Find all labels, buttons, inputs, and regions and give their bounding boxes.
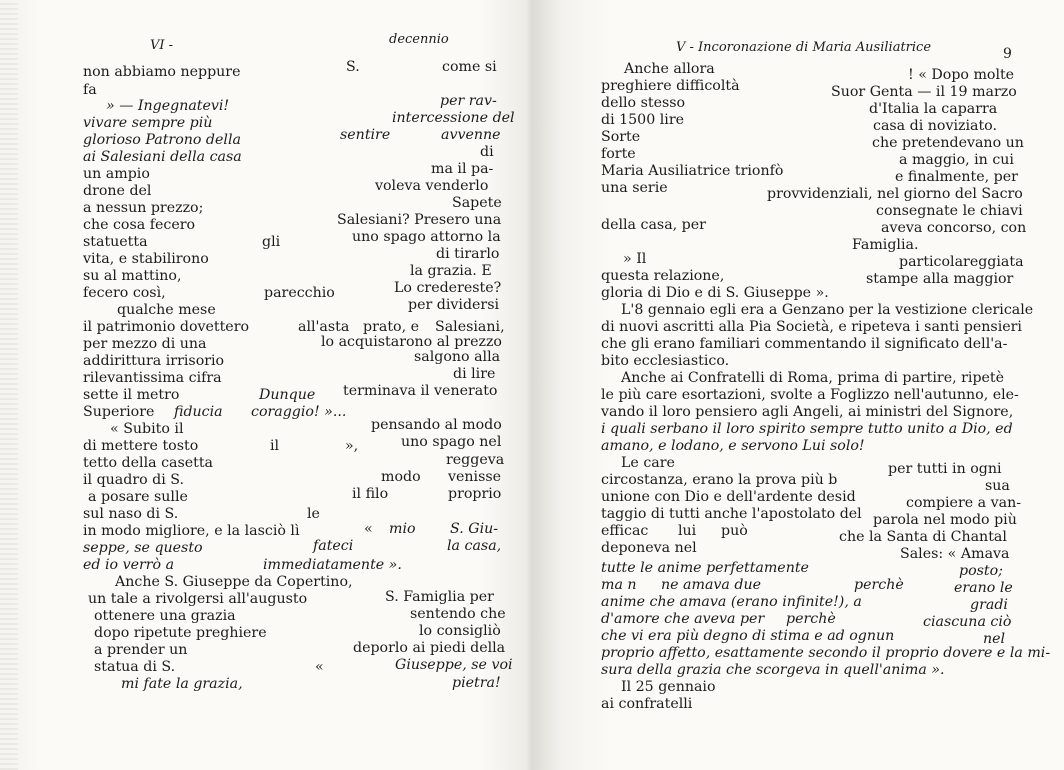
text-line: vivare sempre più <box>83 115 213 131</box>
text-line: venisse <box>448 469 502 485</box>
text-line: ciascuna ciò <box>923 614 1012 630</box>
text-line: compiere a van- <box>906 495 1022 511</box>
text-line: dello stesso <box>601 95 686 111</box>
text-line: il <box>270 438 280 454</box>
text-line: a posare sulle <box>88 489 188 505</box>
text-line: ai Salesiani della casa <box>83 149 242 165</box>
text-line: anime che amava (erano infinite!), a <box>601 594 862 610</box>
text-line: glorioso Patrono della <box>83 132 241 148</box>
text-line: la grazia. E <box>410 263 492 279</box>
text-line: provvidenziali, nel giorno del Sacro <box>767 186 1023 202</box>
text-line: un tale a rivolgersi all'augusto <box>88 591 308 607</box>
text-line: perchè <box>786 611 836 627</box>
text-line: bito ecclesiastico. <box>601 353 730 369</box>
text-line: che la Santa di Chantal <box>839 529 1007 545</box>
text-line: immediatamente ». <box>263 557 402 573</box>
text-line: », <box>345 438 359 454</box>
text-line: d'Italia la caparra <box>869 101 998 117</box>
page-edge <box>0 0 18 770</box>
text-line: fiducia <box>174 404 223 420</box>
text-line: può <box>721 523 748 539</box>
text-line: sul naso di S. <box>83 506 179 522</box>
text-line: gloria di Dio e di S. Giuseppe ». <box>601 285 829 301</box>
text-line: modo <box>381 469 421 485</box>
text-line: Dunque <box>259 387 316 403</box>
text-line: fateci <box>313 538 354 554</box>
text-line: L'8 gennaio egli era a Genzano per la vestizione clericale <box>621 302 1034 318</box>
text-line: coraggio! »... <box>251 404 347 420</box>
text-line: rilevantissima cifra <box>83 370 222 386</box>
text-line: taggio di tutti anche l'apostolato del <box>601 506 862 522</box>
text-line: ! « Dopo molte <box>908 67 1015 83</box>
text-line: pietra! <box>452 675 501 691</box>
text-line: unione con Dio e dell'ardente desid <box>601 489 856 505</box>
text-line: una serie <box>601 180 668 196</box>
text-line: amano, e lodano, e servono Lui solo! <box>601 438 865 454</box>
text-line: Il 25 gennaio <box>621 679 716 695</box>
text-line: Salesiani, <box>435 319 505 335</box>
text-line: lo acquistarono al prezzo <box>321 334 502 350</box>
text-line: drone del <box>83 183 152 199</box>
text-line: di lire <box>453 366 496 382</box>
text-line: ed io verrò a <box>83 557 175 573</box>
text-line: non abbiamo neppure <box>83 64 241 80</box>
text-line: di 1500 lire <box>601 112 684 128</box>
text-line: ma n <box>601 577 637 593</box>
text-line: Sales: « Amava <box>900 546 1010 562</box>
text-line: S. <box>346 59 360 75</box>
text-line: terminava il venerato <box>343 383 498 399</box>
text-line: erano le <box>954 580 1013 596</box>
text-line: fa <box>83 82 97 98</box>
text-line: salgono alla <box>414 349 501 365</box>
text-line: consegnate le chiavi <box>876 203 1023 219</box>
text-line: fecero così, <box>83 285 166 301</box>
text-line: avvenne <box>441 127 501 143</box>
right-header-title: V - Incoronazione di Maria Ausiliatrice <box>676 40 932 55</box>
text-line: mi fate la grazia, <box>121 676 243 692</box>
text-line: nel <box>983 631 1006 647</box>
text-line: della casa, per <box>601 217 706 233</box>
text-line: a prender un <box>94 642 188 658</box>
text-line: statua di S. <box>94 659 176 675</box>
text-line: particolareggiata <box>899 254 1024 270</box>
text-line: sette il metro <box>83 387 180 403</box>
text-line: stampe alla maggior <box>866 271 1014 287</box>
text-line: la casa, <box>447 538 502 554</box>
text-line: che vi era più degno di stima e ad ognun <box>601 628 895 644</box>
text-line: Sorte <box>601 129 641 145</box>
left-header-title: decennio <box>389 32 449 47</box>
text-line: parola nel modo più <box>873 512 1017 528</box>
text-line: prato, e <box>363 319 419 335</box>
text-line: aveva concorso, con <box>881 220 1027 236</box>
text-line: » Il <box>623 251 647 267</box>
text-line: Famiglia. <box>852 237 919 253</box>
text-line: Maria Ausiliatrice trionfò <box>601 163 784 179</box>
page-number: 9 <box>1003 46 1012 62</box>
text-line: in modo migliore, e la lasciò lì <box>83 523 300 539</box>
text-line: per mezzo di una <box>83 336 207 352</box>
text-line: proprio affetto, esattamente secondo il proprio dovere e la mi- <box>601 645 1051 661</box>
text-line: qualche mese <box>117 302 216 318</box>
text-line: S. Famiglia per <box>385 589 494 605</box>
text-line: Superiore <box>83 404 155 420</box>
text-line: per dividersi <box>408 297 500 313</box>
text-line: che cosa fecero <box>83 217 196 233</box>
text-line: vita, e stabilirono <box>83 251 209 267</box>
text-line: il patrimonio dovettero <box>83 319 250 335</box>
text-line: seppe, se questo <box>83 540 203 556</box>
text-line: tutte le anime perfettamente <box>601 560 809 576</box>
text-line: d'amore che aveva per <box>601 611 765 627</box>
text-line: uno spago nel <box>401 434 502 450</box>
text-line: per tutti in ogni <box>888 461 1002 477</box>
text-line: parecchio <box>264 285 335 301</box>
text-line: Anche ai Confratelli di Roma, prima di partire, ripetè <box>621 370 1005 386</box>
text-line: » — Ingegnatevi! <box>106 98 230 114</box>
text-line: di <box>480 144 494 160</box>
text-line: reggeva <box>446 452 505 468</box>
text-line: lo consigliò <box>419 623 501 639</box>
text-line: forte <box>601 146 636 162</box>
left-header-section: VI - <box>150 38 174 53</box>
text-line: il filo <box>352 486 389 502</box>
text-line: e finalmente, per <box>895 169 1018 185</box>
text-line: i quali serbano il loro spirito sempre tutto unito a Dio, ed <box>601 421 1013 437</box>
text-line: il quadro di S. <box>83 472 185 488</box>
text-line: uno spago attorno la <box>352 229 501 245</box>
text-line: a nessun prezzo; <box>83 200 204 216</box>
text-line: Sapete <box>452 195 502 211</box>
text-line: a maggio, in cui <box>899 152 1014 168</box>
text-line: che gli erano familiari commentando il significato dell'a- <box>601 336 1008 352</box>
text-line: sentire <box>340 127 391 143</box>
text-line: Suor Genta — il 19 marzo <box>831 84 1017 100</box>
text-line: posto; <box>959 563 1003 579</box>
text-line: intercessione del <box>392 110 515 126</box>
text-line: ma il pa- <box>431 161 494 177</box>
text-line: casa di noviziato. <box>873 118 997 134</box>
text-line: deporlo ai piedi della <box>353 640 506 656</box>
text-line: deponeva nel <box>601 540 697 556</box>
text-line: lui <box>678 523 697 539</box>
text-line: le <box>307 506 320 522</box>
text-line: ne amava due <box>661 577 762 593</box>
text-line: Giuseppe, se voi <box>395 657 513 673</box>
text-line: gradi <box>970 597 1008 613</box>
text-line: Salesiani? Presero una <box>337 212 502 228</box>
text-line: gli <box>262 234 281 250</box>
text-line: dopo ripetute preghiere <box>94 625 267 641</box>
text-line: mio <box>389 521 416 537</box>
text-line: di tirarlo <box>436 246 500 262</box>
text-line: che pretendevano un <box>872 135 1024 151</box>
text-line: le più care esortazioni, svolte a Foglizzo nell'autunno, ele- <box>601 387 1019 403</box>
text-line: « <box>364 521 373 537</box>
text-line: come si <box>442 59 497 75</box>
text-line: Anche allora <box>624 61 715 77</box>
text-line: ai confratelli <box>601 696 693 712</box>
text-line: ottenere una grazia <box>94 608 236 624</box>
text-line: per rav- <box>440 93 497 109</box>
right-page <box>532 0 1064 770</box>
text-line: « <box>315 659 324 675</box>
text-line: addirittura irrisorio <box>83 353 225 369</box>
text-line: S. Giu- <box>450 521 499 537</box>
text-line: sua <box>985 478 1010 494</box>
text-line: circostanza, erano la prova più b <box>601 472 838 488</box>
text-line: tetto della casetta <box>83 455 214 471</box>
text-line: « Subito il <box>110 421 184 437</box>
text-line: di mettere tosto <box>83 438 199 454</box>
text-line: efficac <box>601 523 649 539</box>
text-line: statuetta <box>83 234 148 250</box>
text-line: questa relazione, <box>601 268 725 284</box>
text-line: sentendo che <box>410 606 506 622</box>
text-line: un ampio <box>83 166 150 182</box>
text-line: Lo credereste? <box>394 280 502 296</box>
text-line: proprio <box>448 486 502 502</box>
text-line: Anche S. Giuseppe da Copertino, <box>115 574 353 590</box>
text-line: voleva venderlo <box>375 178 489 194</box>
text-line: di nuovi ascritti alla Pia Società, e ripeteva i santi pensieri <box>601 319 1022 335</box>
text-line: vando il loro pensiero agli Angeli, ai ministri del Signore, <box>601 404 1014 420</box>
text-line: all'asta <box>298 319 350 335</box>
text-line: preghiere difficoltà <box>601 78 740 94</box>
text-line: su al mattino, <box>83 268 182 284</box>
text-line: pensando al modo <box>371 417 502 433</box>
text-line: sura della grazia che scorgeva in quell'anima ». <box>601 662 945 678</box>
text-line: Le care <box>621 455 675 471</box>
text-line: perchè <box>854 577 904 593</box>
